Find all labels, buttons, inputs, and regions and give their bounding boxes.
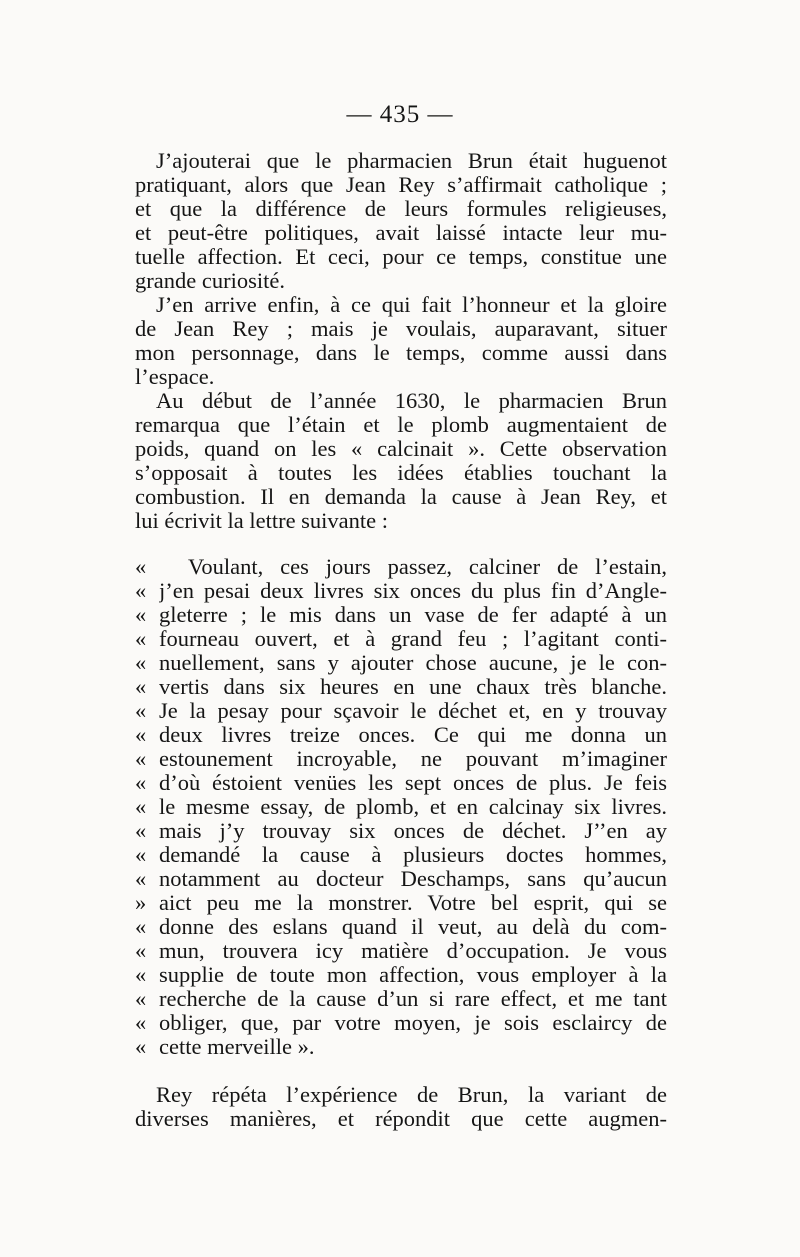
quote-mark: « [135, 698, 147, 723]
quote-line [135, 963, 667, 987]
quote-mark: « [135, 1034, 147, 1059]
text-line: tuelle affection. Et ceci, pour ce temps, constitue une [135, 245, 667, 269]
quote-text: nuellement, sans y ajouter chose aucune, je le con- [159, 651, 667, 675]
quote-line [135, 603, 667, 627]
quote-text: Je la pesay pour sçavoir le déchet et, en y trouvay [159, 699, 667, 723]
text-line: combustion. Il en demanda la cause à Jean Rey, et [135, 485, 667, 509]
quote-text: estounement incroyable, ne pouvant m’imaginer [159, 747, 667, 771]
text-line: grande curiosité. [135, 269, 285, 293]
quote-text: j’en pesai deux livres six onces du plus fin d’Angle- [159, 579, 667, 603]
quote-text: notamment au docteur Deschamps, sans qu’aucun [159, 867, 667, 891]
quote-line [135, 1011, 667, 1035]
text-line: mon personnage, dans le temps, comme aussi dans [135, 341, 667, 365]
quote-text: mais j’y trouvay six onces de déchet. J’’en ay [159, 819, 667, 843]
quote-text: mun, trouvera icy matière d’occupation. Je vous [159, 939, 667, 963]
quote-text: aict peu me la monstrer. Votre bel esprit, qui se [159, 891, 667, 915]
quote-mark: « [135, 650, 147, 675]
quote-text: deux livres treize onces. Ce qui me donna un [159, 723, 667, 747]
text-line: lui écrivit la lettre suivante : [135, 509, 389, 533]
quote-line [135, 699, 667, 723]
quote-mark: « [135, 722, 147, 747]
text-line: et peut-être politiques, avait laissé intacte leur mu- [135, 221, 667, 245]
quote-line [135, 867, 667, 891]
quote-text: le mesme essay, de plomb, et en calcinay six livres. [159, 795, 667, 819]
quote-line [135, 579, 667, 603]
quote-line [135, 555, 667, 579]
quote-text: cette merveille ». [159, 1035, 315, 1059]
page-number: — 435 — [346, 101, 454, 128]
quote-mark: « [135, 914, 147, 939]
quote-mark: « [135, 674, 147, 699]
quote-line [135, 771, 667, 795]
paragraph [135, 293, 667, 389]
quote-line [135, 891, 667, 915]
text-line: pratiquant, alors que Jean Rey s’affirmait catholique ; [135, 173, 667, 197]
paragraph [135, 1083, 667, 1131]
quote-line [135, 1035, 667, 1059]
quote-mark: « [135, 578, 147, 603]
quote-line [135, 987, 667, 1011]
quote-mark: « [135, 986, 147, 1011]
paragraph [135, 389, 667, 533]
quote-mark: « [135, 602, 147, 627]
quote-mark: « [135, 554, 147, 579]
quote-line [135, 723, 667, 747]
quote-line [135, 675, 667, 699]
quote-text: gleterre ; le mis dans un vase de fer adapté à un [159, 603, 667, 627]
text-line: et que la différence de leurs formules religieuses, [135, 197, 667, 221]
quote-mark: » [135, 890, 147, 915]
quote-mark: « [135, 794, 147, 819]
quote-line [135, 915, 667, 939]
quote-line [135, 795, 667, 819]
paragraph [135, 149, 667, 293]
quote-mark: « [135, 746, 147, 771]
quote-line [135, 627, 667, 651]
text-line: s’opposait à toutes les idées établies touchant la [135, 461, 667, 485]
text-line: diverses manières, et répondit que cette augmen- [135, 1107, 667, 1131]
quote-text: recherche de la cause d’un si rare effect, et me tant [159, 987, 667, 1011]
quote-mark: « [135, 938, 147, 963]
quote-mark: « [135, 962, 147, 987]
quote-line [135, 651, 667, 675]
quote-mark: « [135, 842, 147, 867]
quote-mark: « [135, 770, 147, 795]
quote-text: obliger, que, par votre moyen, je sois esclaircy de [159, 1011, 667, 1035]
quote-line [135, 843, 667, 867]
text-line: Au début de l’année 1630, le pharmacien Brun [156, 389, 667, 413]
quote-text: supplie de toute mon affection, vous employer à la [159, 963, 667, 987]
text-line: de Jean Rey ; mais je voulais, auparavant, situer [135, 317, 667, 341]
quote-text: vertis dans six heures en une chaux très blanche. [159, 675, 667, 699]
quote-mark: « [135, 626, 147, 651]
body-text [135, 149, 667, 1131]
text-line: l’espace. [135, 365, 215, 389]
quote-text: fourneau ouvert, et à grand feu ; l’agitant conti- [159, 627, 667, 651]
quote-mark: « [135, 1010, 147, 1035]
text-line: Rey répéta l’expérience de Brun, la variant de [156, 1083, 667, 1107]
quote-line [135, 939, 667, 963]
quote-text: donne des eslans quand il veut, au delà du com- [159, 915, 667, 939]
quoted-letter [135, 555, 667, 1059]
quote-mark: « [135, 818, 147, 843]
text-line: poids, quand on les « calcinait ». Cette observation [135, 437, 667, 461]
text-line: J’ajouterai que le pharmacien Brun était huguenot [156, 149, 667, 173]
quote-line [135, 747, 667, 771]
quote-text: demandé la cause à plusieurs doctes hommes, [159, 843, 667, 867]
text-line: remarqua que l’étain et le plomb augmentaient de [135, 413, 667, 437]
quote-line [135, 819, 667, 843]
quote-mark: « [135, 866, 147, 891]
text-line: J’en arrive enfin, à ce qui fait l’honneur et la gloire [156, 293, 667, 317]
quote-text: Voulant, ces jours passez, calciner de l’estain, [188, 555, 667, 579]
quote-text: d’où éstoient venües les sept onces de plus. Je feis [159, 771, 667, 795]
